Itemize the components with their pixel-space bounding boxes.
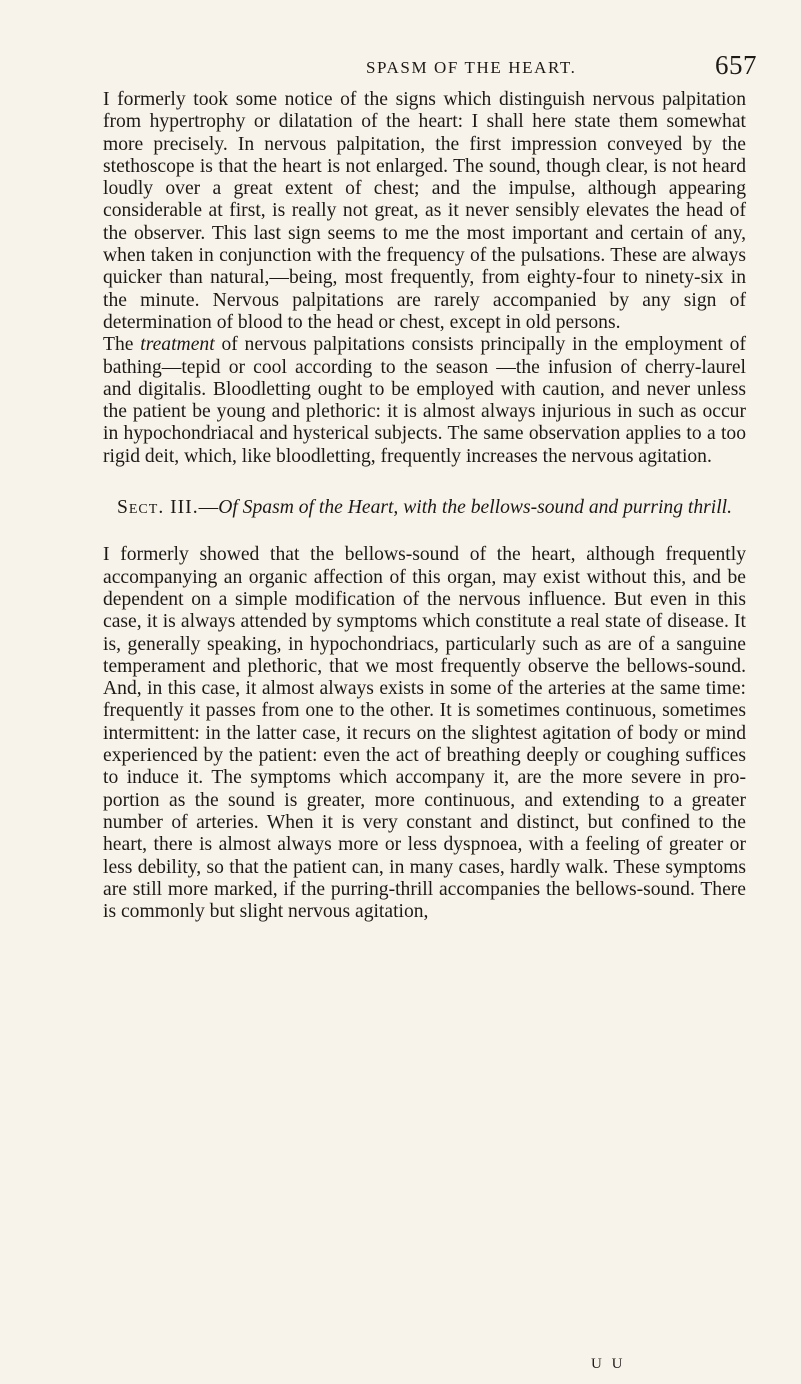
treatment-term: treatment [140,334,215,356]
section-heading [103,497,746,519]
paragraph-bellows-sound: I formerly showed that the bellows-sound of the heart, although frequently accompanying an organic affection of this organ, may exist without this, and be dependent on a simple modification of the nervous influence. But even in this case, it is always attended by symptoms which constitute a real state of disease. It is, generally speaking, in hypochondriacs, particularly such as are of a sanguine temperament and plethoric, that we most frequently observe the bellows-sound. And, in this case, it almost always exists in some of the arteries at the same time: frequently it passes from one to the other. It is sometimes continuous, sometimes intermittent: in the latter case, it recurs on the slightest agitation of body or mind experienced by the patient: even the act of breathing deeply or coughing suffices to induce it. The symptoms which accompany it, are the more severe in proportion as the sound is greater, more continuous, and extending to a greater number of arteries. When it is very constant and distinct, but confined to the heart, there is almost always more or less dyspnoea, with a feeling of greater or less debility, so that the patient can, in many cases, hardly walk. These symptoms are still more marked, if the purring-thrill accompanies the bellows-sound. There is commonly but slight nervous agitation, [103,544,746,923]
section-label: Sect. III. [116,497,199,519]
body-text [103,89,746,923]
page-number: 657 [715,50,757,80]
treatment-rest: of nervous palpitations consists principally in the employment of bathing—tepid or cool according to the season —the infusion of cherry-laurel and digitalis. Bloodletting ought to be employed with caution, and never unless the patient be young and plethoric: it is almost always injurious in such as occur in hypochondriacal and hysterical subjects. The same observation applies to a too rigid deit, which, like bloodletting, frequently increases the nervous agitation. [103,334,746,467]
running-header [0,50,801,84]
treatment-lead: The [103,334,141,356]
paragraph-nervous-palpitation-signs: I formerly took some notice of the signs which distinguish nervous palpitation from hypertrophy or dilatation of the heart: I shall here state them somewhat more precisely. In nervous palpitation, the first impression conveyed by the stethoscope is that the heart is not enlarged. The sound, though clear, is not heard loudly over a great extent of chest; and the impulse, although appearing considerable at first, is really not great, as it never sensibly elevates the head of the observer. This last sign seems to me the most important and certain of any, when taken in conjunction with the frequency of the pulsations. These are always quicker than natural,—being, most frequently, from eighty-four to ninety-six in the minute. Nervous palpitations are rarely accompanied by any sign of determination of blood to the head or chest, except in old persons. [103,89,746,333]
paragraph-treatment [103,334,746,468]
running-title: SPASM OF THE HEART. [366,58,577,77]
signature-mark: U U [591,1356,626,1372]
section-title: Of Spasm of the Heart, with the bellows-sound and purring thrill. [218,497,732,519]
section-dash: — [198,497,219,519]
